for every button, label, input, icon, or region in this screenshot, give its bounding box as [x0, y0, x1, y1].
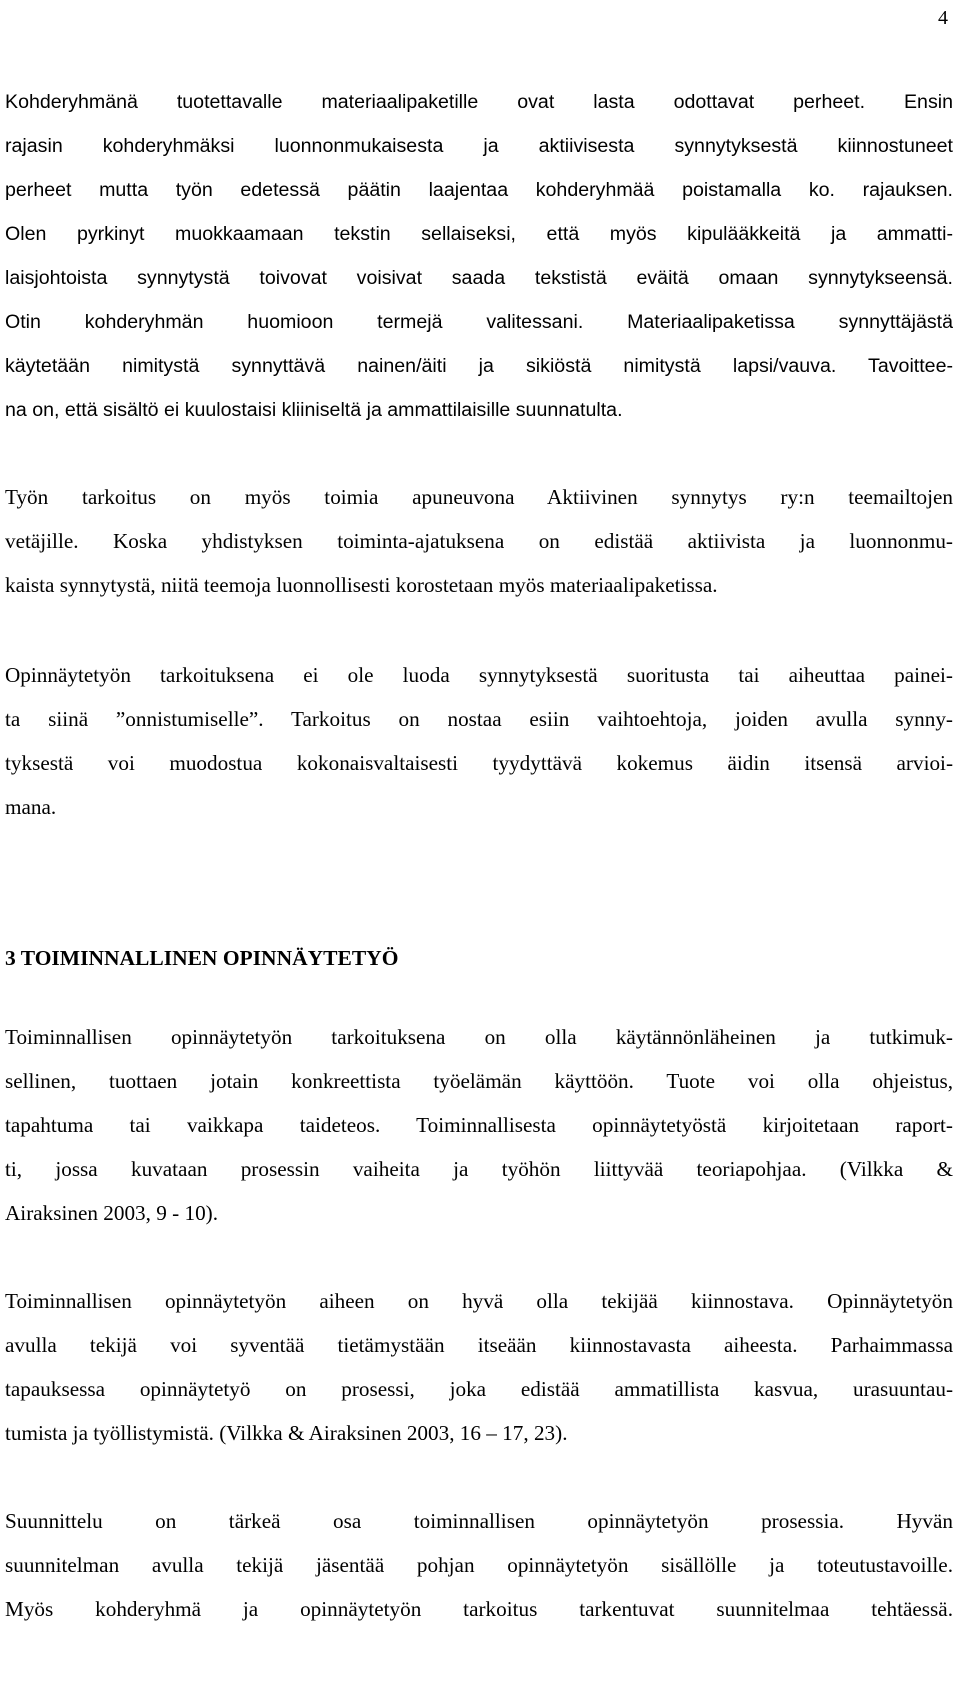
text-line: avulla tekijä voi syventää tietämystään itseään kiinnostavasta aiheesta. Parhaimmassa [5, 1333, 953, 1357]
page-number: 4 [938, 7, 948, 29]
text-line: rajasin kohderyhmäksi luonnonmukaisesta ja aktiivisesta synnytyksestä kiinnostuneet [5, 135, 953, 157]
text-line: Suunnittelu on tärkeä osa toiminnallisen opinnäytetyön prosessia. Hyvän [5, 1509, 953, 1533]
text-line: vetäjille. Koska yhdistyksen toiminta-ajatuksena on edistää aktiivista ja luonnonmu- [5, 529, 953, 553]
text-line: Airaksinen 2003, 9 - 10). [5, 1201, 219, 1225]
text-line: Opinnäytetyön tarkoituksena ei ole luoda synnytyksestä suoritusta tai aiheuttaa painei- [5, 663, 953, 687]
text-line: na on, että sisältö ei kuulostaisi kliiniseltä ja ammattilaisille suunnatulta. [5, 399, 623, 421]
text-line: sellinen, tuottaen jotain konkreettista työelämän käyttöön. Tuote voi olla ohjeistus, [5, 1069, 953, 1093]
text-line: Kohderyhmänä tuotettavalle materiaalipaketille ovat lasta odottavat perheet. Ensin [5, 91, 953, 113]
text-line: Otin kohderyhmän huomioon termejä valitessani. Materiaalipaketissa synnyttäjästä [5, 311, 953, 333]
text-line: ta siinä ”onnistumiselle”. Tarkoitus on nostaa esiin vaihtoehtoja, joiden avulla synny- [5, 707, 953, 731]
text-line: tumista ja työllistymistä. (Vilkka & Airaksinen 2003, 16 – 17, 23). [5, 1421, 568, 1445]
text-line: Työn tarkoitus on myös toimia apuneuvona Aktiivinen synnytys ry:n teemailtojen [5, 485, 953, 509]
text-line: Toiminnallisen opinnäytetyön tarkoituksena on olla käytännönläheinen ja tutkimuk- [5, 1025, 953, 1049]
text-line: Toiminnallisen opinnäytetyön aiheen on hyvä olla tekijää kiinnostava. Opinnäytetyön [5, 1289, 953, 1313]
text-line: perheet mutta työn edetessä päätin laajentaa kohderyhmää poistamalla ko. rajauksen. [5, 179, 953, 201]
text-line: suunnitelman avulla tekijä jäsentää pohjan opinnäytetyön sisällölle ja toteutustavoille. [5, 1553, 953, 1577]
text-line: laisjohtoista synnytystä toivovat voisivat saada tekstistä eväitä omaan synnytykseensä. [5, 267, 953, 289]
text-line: tapauksessa opinnäytetyö on prosessi, joka edistää ammatillista kasvua, urasuuntau- [5, 1377, 953, 1401]
text-line: käytetään nimitystä synnyttävä nainen/äiti ja sikiöstä nimitystä lapsi/vauva. Tavoittee- [5, 355, 953, 377]
text-line: Olen pyrkinyt muokkaamaan tekstin sellaiseksi, että myös kipulääkkeitä ja ammatti- [5, 223, 953, 245]
text-line: mana. [5, 795, 57, 819]
text-line: tyksestä voi muodostua kokonaisvaltaisesti tyydyttävä kokemus äidin itsensä arvioi- [5, 751, 953, 775]
section-heading: 3 TOIMINNALLINEN OPINNÄYTETYÖ [5, 946, 399, 970]
text-line: tapahtuma tai vaikkapa taideteos. Toiminnallisesta opinnäytetyöstä kirjoitetaan raport- [5, 1113, 953, 1137]
text-line: ti, jossa kuvataan prosessin vaiheita ja työhön liittyvää teoriapohjaa. (Vilkka & [5, 1157, 953, 1181]
text-line: Myös kohderyhmä ja opinnäytetyön tarkoitus tarkentuvat suunnitelmaa tehtäessä. [5, 1597, 953, 1621]
text-line: kaista synnytystä, niitä teemoja luonnollisesti korostetaan myös materiaalipaketissa. [5, 573, 718, 597]
